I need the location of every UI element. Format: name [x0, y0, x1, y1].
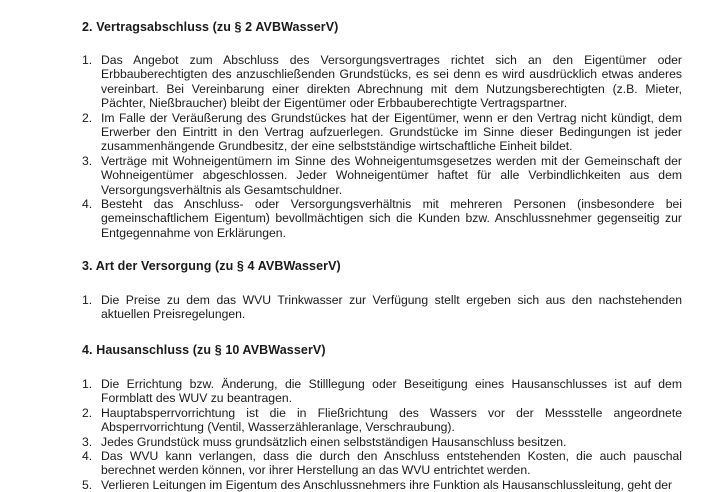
list-item — [82, 154, 682, 197]
section-heading: 2. Vertragsabschluss (zu § 2 AVBWasserV) — [82, 20, 339, 34]
numbered-list — [82, 293, 682, 322]
list-item — [82, 449, 682, 478]
numbered-list — [82, 53, 682, 240]
item-text: Die Errichtung bzw. Änderung, die Stilllegung oder Beseitigung eines Hausanschlusses ist auf dem Formblatt des WUV zu beantragen. — [101, 377, 682, 406]
item-number: 3. — [82, 153, 93, 168]
item-number: 4. — [82, 197, 93, 212]
item-text: Das Angebot zum Abschluss des Versorgungsvertrages richtet sich an den Eigentümer oder Erbbauberechtigten des anzuschließenden Grundstücks, es sei denn es wird ausdrücklich etwas anderes vereinbart. Bei Vereinbarung einer direkten Abrechnung mit dem Nutzungsberechtigten (z.B. Mieter, Pächter, Nießbraucher) bleibt der Eigentümer oder Erbbauberechtigte Vertragspartner. — [101, 53, 682, 111]
item-number: 1. — [82, 377, 93, 391]
item-number: 2. — [82, 110, 93, 125]
item-text: Jedes Grundstück muss grundsätzlich einen selbstständigen Hausanschluss besitzen. — [101, 434, 567, 449]
item-number: 1. — [82, 293, 93, 307]
item-number: 3. — [82, 434, 93, 449]
item-number: 2. — [82, 405, 93, 420]
item-text: Das WVU kann verlangen, dass die durch den Anschluss entstehenden Kosten, die auch pauschal berechnet werden können, vor ihrer Herstellung an das WVU entrichtet werden. — [101, 449, 682, 478]
section-hausanschluss — [82, 342, 682, 492]
list-item — [82, 377, 682, 406]
section-vertragsabschluss — [82, 19, 682, 240]
item-text: Verlieren Leitungen im Eigentum des Anschlussnehmers ihre Funktion als Hausanschlussleitung, geht der — [101, 477, 673, 492]
section-heading: 3. Art der Versorgung (zu § 4 AVBWasserV) — [82, 259, 341, 273]
section-art-der-versorgung — [82, 258, 682, 322]
list-item — [82, 53, 682, 111]
item-number: 1. — [82, 53, 93, 67]
numbered-list — [82, 377, 682, 492]
list-item — [82, 197, 682, 240]
item-text: Besteht das Anschluss- oder Versorgungsverhältnis mit mehreren Personen (insbesondere bei gemeinschaftlichem Eigentum) bevollmächtigen sich die Kunden bzw. Anschlussnehmer gegenseitig zur Entgegennahme von Erklärungen. — [101, 197, 682, 240]
list-item — [82, 406, 682, 435]
item-text: Hauptabsperrvorrichtung ist die in Fließrichtung des Wassers vor der Messstelle angeordnete Absperrvorrichtung (Ventil, Wasserzähleranlage, Verschraubung). — [101, 405, 682, 435]
item-text: Verträge mit Wohneigentümern im Sinne des Wohneigentumsgesetzes werden mit der Gemeinschaft der Wohneigentümer abgeschlossen. Jeder Wohneigentümer haftet für alle Verbindlichkeiten aus dem Versorgungsverhältnis als Gesamtschuldner. — [101, 153, 682, 197]
item-text: Im Falle der Veräußerung des Grundstückes hat der Eigentümer, wenn er den Vertrag nicht kündigt, dem Erwerber den Eintritt in den Vertrag aufzuerlegen. Grundstücke im Sinne dieser Bedingungen ist jeder zusammenhängende Grundbesitz, der eine selbstständige wirtschaftliche Einheit bildet. — [101, 110, 682, 154]
item-number: 5. — [82, 477, 93, 492]
list-item — [82, 293, 682, 322]
section-heading: 4. Hausanschluss (zu § 10 AVBWasserV) — [82, 343, 326, 357]
item-text: Die Preise zu dem das WVU Trinkwasser zur Verfügung stellt ergeben sich aus den nachstehenden aktuellen Preisregelungen. — [101, 293, 682, 322]
list-item — [82, 111, 682, 154]
item-number: 4. — [82, 449, 93, 464]
list-item — [82, 435, 682, 449]
